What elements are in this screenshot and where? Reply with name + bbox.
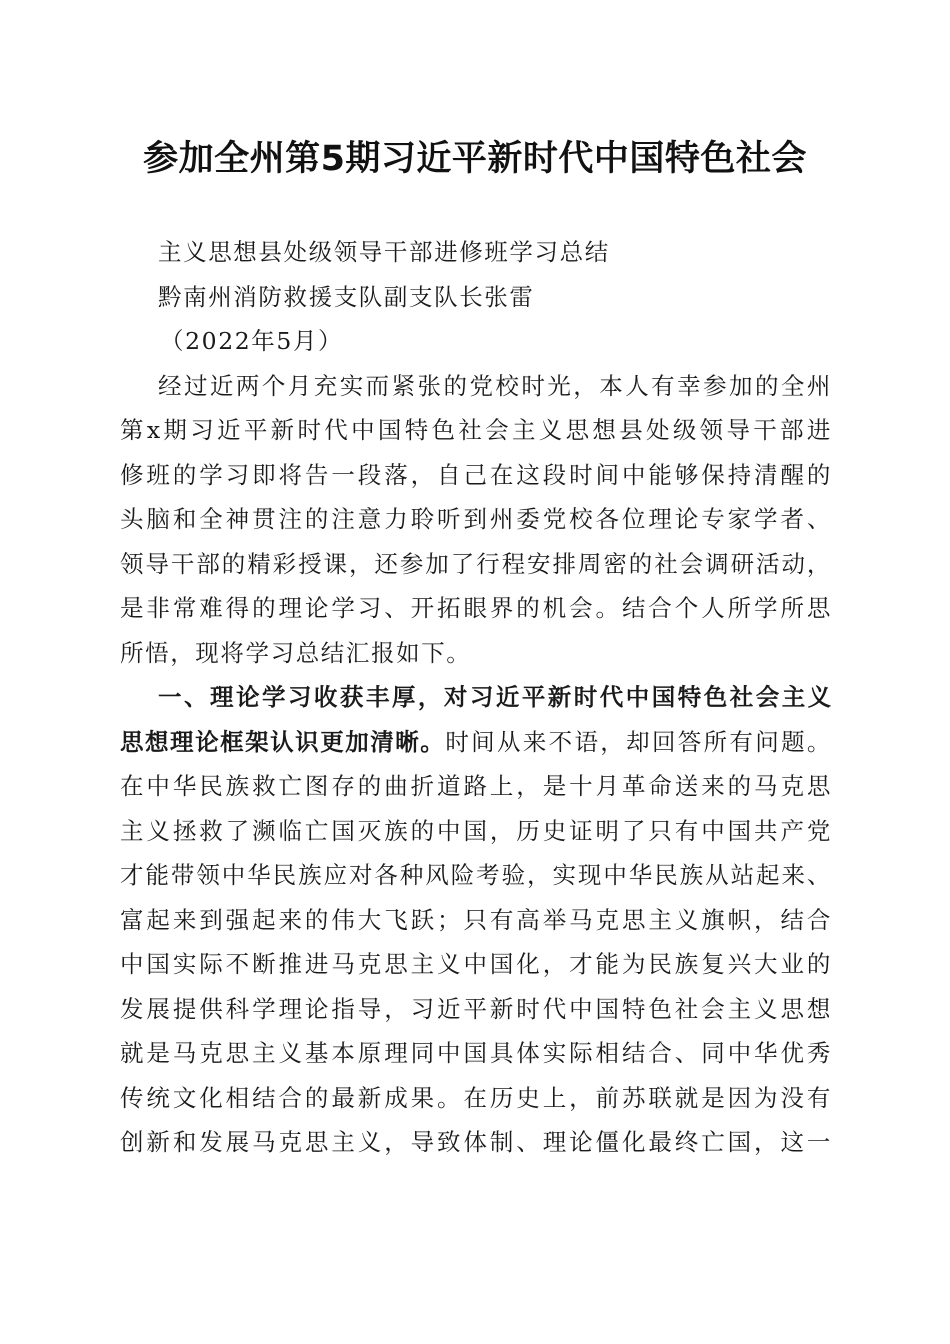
subtitle-line: 主义思想县处级领导干部进修班学习总结 — [158, 238, 610, 266]
paragraph-line: 所悟，现将学习总结汇报如下。 — [120, 638, 472, 667]
section-heading: 一、理论学习收获丰厚，对习近平新时代中国特色社会主义 — [158, 683, 832, 711]
paragraph-line: 主义拯救了濒临亡国灭族的中国，历史证明了只有中国共产党 — [120, 816, 832, 845]
paragraph-line: 才能带领中华民族应对各种风险考验，实现中华民族从站起来、 — [120, 861, 832, 889]
section-heading-line — [120, 720, 832, 765]
paragraph-line: 传统文化相结合的最新成果。在历史上，前苏联就是因为没有 — [120, 1083, 832, 1112]
date-line: （2022年5月） — [160, 327, 344, 355]
paragraph-intro — [120, 364, 832, 676]
section-one — [120, 675, 832, 1165]
document-body — [120, 230, 832, 1165]
paragraph-line: 领导干部的精彩授课，还参加了行程安排周密的社会调研活动， — [120, 549, 832, 578]
document-title: 参加全州第5期习近平新时代中国特色社会 — [143, 139, 807, 179]
paragraph-line: 经过近两个月充实而紧张的党校时光，本人有幸参加的全州 — [158, 371, 832, 400]
section-heading-bold: 思想理论框架认识更加清晰。 — [120, 727, 446, 756]
paragraph-line: 第x期习近平新时代中国特色社会主义思想县处级领导干部进 — [120, 416, 832, 444]
paragraph-line: 中国实际不断推进马克思主义中国化，才能为民族复兴大业的 — [120, 950, 832, 978]
paragraph-line: 修班的学习即将告一段落，自己在这段时间中能够保持清醒的 — [120, 460, 832, 489]
section-heading-rest: 时间从来不语，却回答所有问题。 — [445, 727, 833, 756]
paragraph-line: 在中华民族救亡图存的曲折道路上，是十月革命送来的马克思 — [120, 772, 832, 800]
author-line: 黔南州消防救援支队副支队长张雷 — [158, 282, 535, 311]
paragraph-line: 发展提供科学理论指导，习近平新时代中国特色社会主义思想 — [120, 994, 832, 1023]
paragraph-line: 创新和发展马克思主义，导致体制、理论僵化最终亡国，这一 — [120, 1128, 832, 1156]
paragraph-line: 富起来到强起来的伟大飞跃；只有高举马克思主义旗帜，结合 — [120, 905, 832, 934]
paragraph-line: 是非常难得的理论学习、开拓眼界的机会。结合个人所学所思 — [120, 594, 832, 622]
paragraph-line: 就是马克思主义基本原理同中国具体实际相结合、同中华优秀 — [120, 1039, 832, 1067]
paragraph-line: 头脑和全神贯注的注意力聆听到州委党校各位理论专家学者、 — [120, 505, 832, 533]
